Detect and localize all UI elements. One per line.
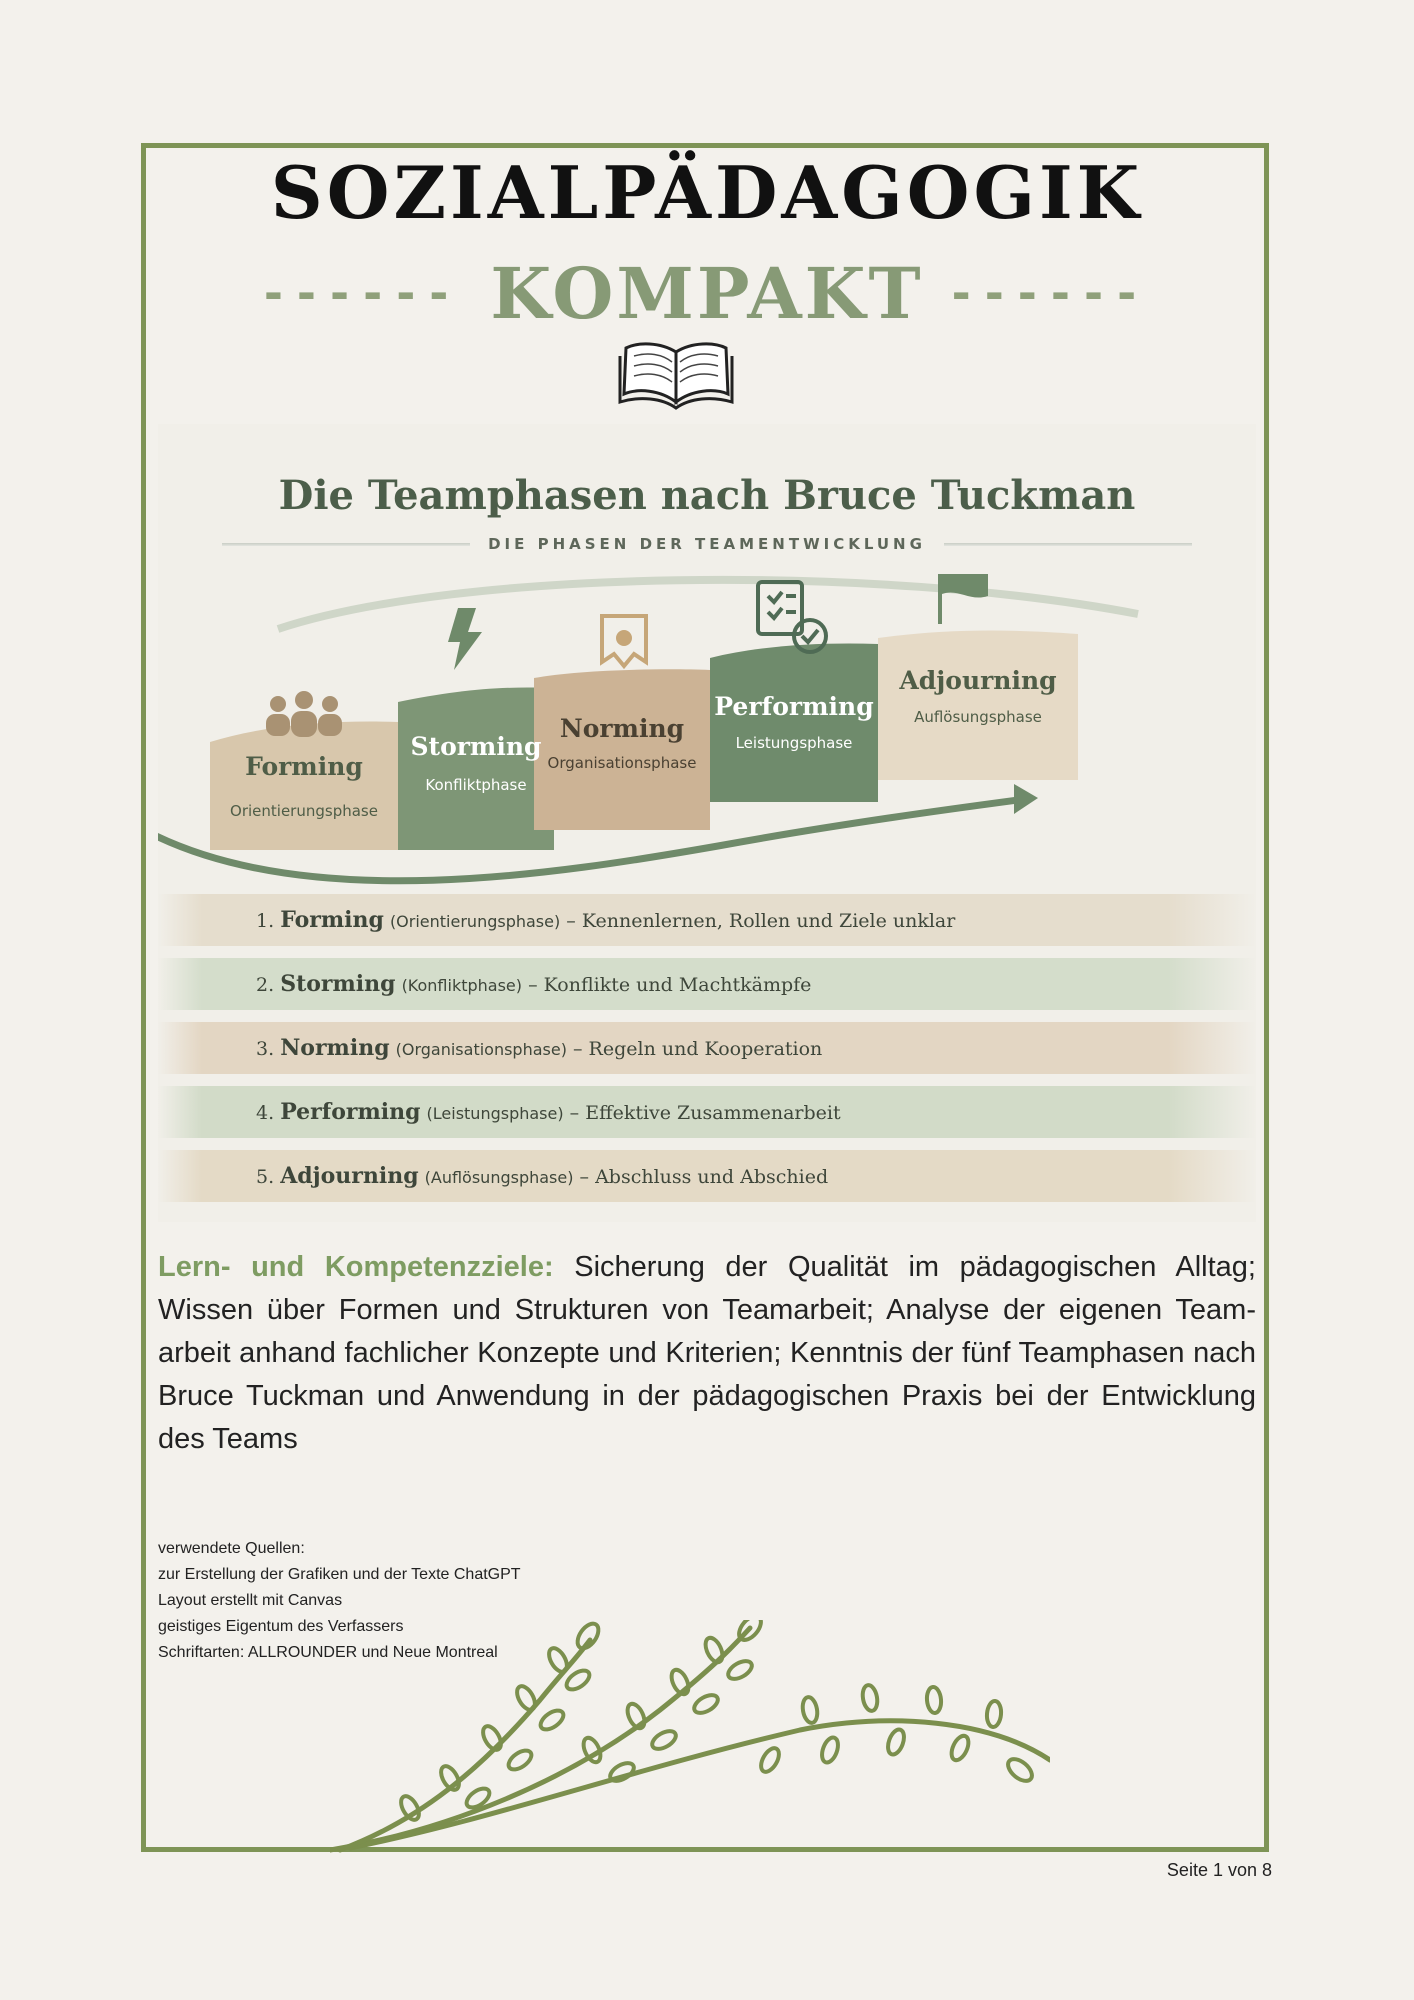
list-num: 1.	[256, 910, 275, 932]
phase-block-performing	[710, 644, 878, 802]
list-phase-name: Storming	[280, 971, 396, 997]
page-subtitle: KOMPAKT	[490, 251, 924, 335]
learning-goals-text: Sicherung der Qualität im pädagogischen Alltag; Wissen über Formen und Strukturen von Teamarbeit; Analyse der eigenen Team-arbeit anhand fachlicher Konzepte und Kriterien; Kenntnis der fünf Teamphasen nach Bruce Tuckman und Anwendung in der pädagogischen Praxis bei der Entwicklung des Teams	[158, 1251, 1256, 1455]
infographic-subtitle: DIE PHASEN DER TEAMENTWICKLUNG	[488, 535, 926, 553]
list-phase-name: Adjourning	[280, 1163, 419, 1189]
page-number: Seite 1 von 8	[1166, 1860, 1272, 1880]
phase-performing-name: Performing	[714, 692, 874, 721]
flag-icon	[938, 574, 988, 624]
phase-adjourning-sub: Auflösungsphase	[914, 708, 1042, 726]
list-phase-german: (Leistungsphase)	[426, 1104, 564, 1123]
phase-adjourning-name: Adjourning	[899, 666, 1057, 695]
list-phase-german: (Auflösungsphase)	[424, 1168, 574, 1187]
learning-goals-label: Lern- und Kompetenzziele:	[158, 1251, 554, 1283]
list-phase-german: (Konfliktphase)	[401, 976, 523, 995]
list-num: 5.	[256, 1166, 275, 1188]
plant-branch-icon	[330, 1620, 1050, 1856]
list-separator: –	[566, 910, 576, 932]
people-icon	[266, 691, 342, 737]
phase-block-norming	[534, 669, 710, 830]
phase-block-storming	[398, 688, 554, 850]
list-description: Abschluss und Abschied	[595, 1166, 829, 1188]
phase-forming-sub: Orientierungsphase	[230, 802, 378, 820]
list-phase-german: (Orientierungsphase)	[389, 912, 561, 931]
dashes-left: ------	[263, 266, 463, 320]
list-phase-german: (Organisationsphase)	[395, 1040, 567, 1059]
phase-storming-name: Storming	[410, 732, 542, 761]
list-phase-name: Performing	[280, 1099, 421, 1125]
source-line: geistiges Eigentum des Verfassers	[158, 1618, 404, 1635]
infographic-subtitle-row	[222, 532, 1192, 556]
sources-heading: verwendete Quellen:	[158, 1540, 305, 1557]
phase-block-forming	[210, 722, 398, 850]
list-description: Effektive Zusammenarbeit	[585, 1102, 841, 1124]
phase-list-item	[158, 958, 1256, 1010]
list-separator: –	[569, 1102, 580, 1124]
list-separator: –	[579, 1166, 590, 1188]
checklist-icon	[758, 582, 826, 652]
phase-norming-name: Norming	[559, 714, 685, 743]
list-separator: –	[528, 974, 538, 996]
lightning-icon	[448, 608, 482, 670]
phase-forming-name: Forming	[245, 752, 363, 781]
list-separator: –	[573, 1038, 583, 1060]
list-num: 2.	[256, 974, 275, 996]
page-title: SOZIALPÄDAGOGIK	[270, 150, 1144, 235]
phase-list-item	[158, 1086, 1256, 1138]
list-description: Regeln und Kooperation	[588, 1038, 823, 1060]
phase-block-adjourning	[878, 631, 1078, 780]
list-description: Kennenlernen, Rollen und Ziele unklar	[581, 910, 956, 932]
list-description: Konflikte und Machtkämpfe	[543, 974, 812, 996]
tuckman-infographic	[158, 424, 1256, 1222]
phase-list-item	[158, 894, 1256, 946]
phase-steps	[158, 574, 1256, 934]
source-line: Schriftarten: ALLROUNDER und Neue Montreal	[158, 1644, 498, 1661]
phase-list-item	[158, 1150, 1256, 1202]
phase-norming-sub: Organisationsphase	[547, 754, 697, 772]
divider-line-left	[222, 543, 470, 546]
progress-arrow-head	[1014, 784, 1038, 814]
list-num: 3.	[256, 1038, 275, 1060]
phase-list-item	[158, 1022, 1256, 1074]
phase-performing-sub: Leistungsphase	[735, 734, 853, 752]
phase-storming-sub: Konfliktphase	[425, 776, 527, 794]
infographic-title: Die Teamphasen nach Bruce Tuckman	[278, 472, 1136, 519]
background-swoosh	[278, 580, 1138, 629]
badge-icon	[602, 616, 646, 666]
list-phase-name: Norming	[280, 1035, 390, 1061]
learning-goals	[158, 1246, 1256, 1461]
open-book-icon	[616, 336, 736, 410]
subtitle-row	[0, 248, 1414, 338]
source-line: zur Erstellung der Grafiken und der Texte ChatGPT	[158, 1566, 521, 1583]
list-num: 4.	[256, 1102, 275, 1124]
source-line: Layout erstellt mit Canvas	[158, 1592, 343, 1609]
divider-line-right	[944, 543, 1192, 546]
dashes-right: ------	[951, 266, 1151, 320]
list-phase-name: Forming	[280, 907, 384, 933]
